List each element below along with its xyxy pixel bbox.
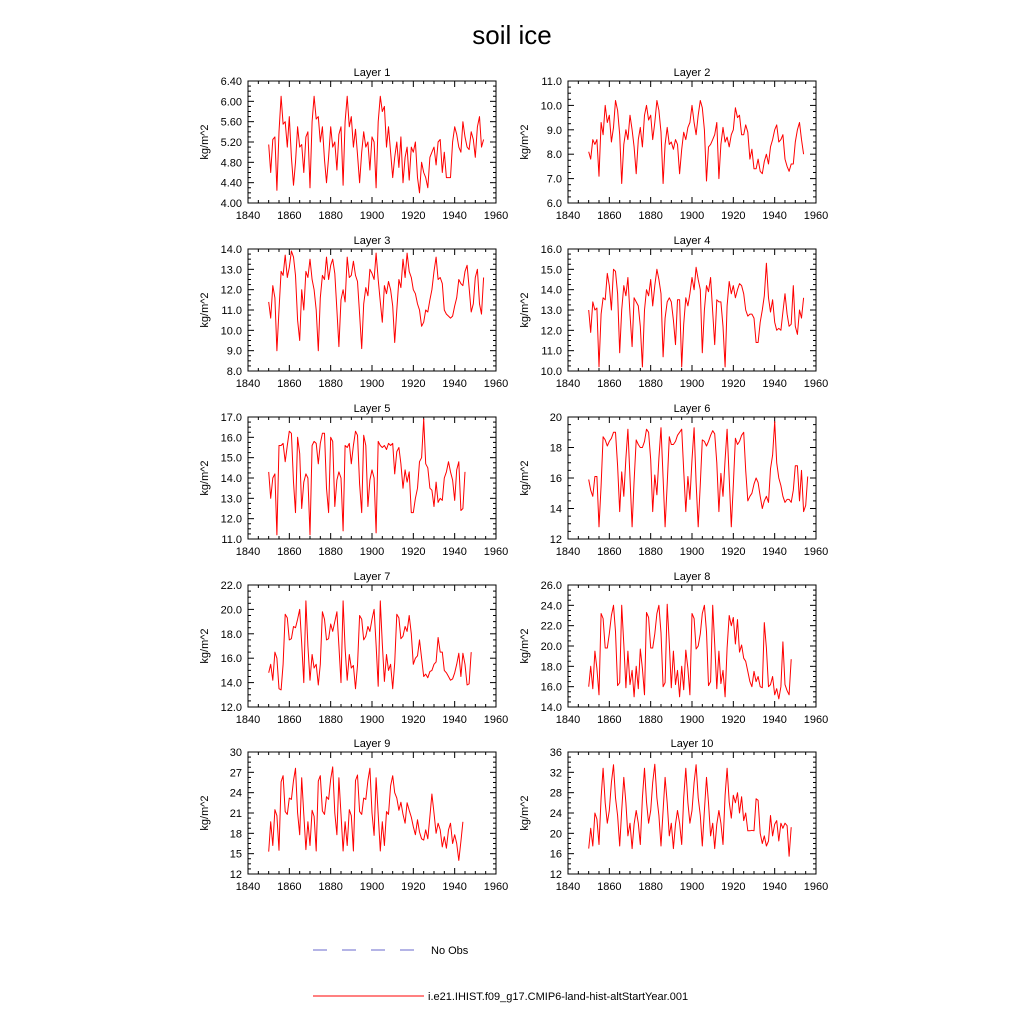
- panel-layer-9: [199, 738, 508, 893]
- layer-2-xtick-label: 1900: [679, 210, 705, 222]
- panel-layer-10: [519, 738, 828, 893]
- layer-2-ytick-label: 11.0: [541, 76, 562, 88]
- layer-10-xtick-label: 1860: [597, 881, 622, 893]
- layer-2-xtick-label: 1920: [721, 210, 746, 222]
- layer-7-ytick-label: 16.0: [220, 653, 242, 666]
- layer-3-xtick-label: 1880: [318, 378, 343, 390]
- layer-8-xtick-label: 1940: [762, 714, 787, 726]
- layer-7-xtick-label: 1900: [359, 714, 385, 726]
- layer-3-xtick-label: 1860: [277, 378, 302, 390]
- panels: [199, 67, 828, 893]
- layer-7-series-line: [269, 601, 472, 690]
- layer-5-ytick-label: 14.0: [220, 473, 242, 485]
- chart-title: soil ice: [472, 20, 552, 50]
- layer-5-title: Layer 5: [353, 403, 391, 415]
- layer-9-ylabel: kg/m^2: [199, 795, 211, 831]
- layer-1-ytick-label: 4.00: [220, 198, 242, 210]
- layer-2-ylabel: kg/m^2: [519, 124, 531, 160]
- layer-1-xtick-label: 1840: [235, 210, 261, 222]
- layer-5-ytick-label: 16.0: [220, 432, 242, 445]
- layer-1-xtick-label: 1860: [277, 210, 302, 222]
- layer-9-xtick-label: 1920: [401, 881, 426, 893]
- layer-3-xtick-label: 1900: [359, 378, 385, 390]
- layer-4-xtick-label: 1900: [679, 378, 705, 390]
- layer-4-ytick-label: 12.0: [540, 325, 562, 338]
- layer-5-xtick-label: 1840: [235, 546, 261, 558]
- layer-3-ytick-label: 8.0: [226, 366, 242, 378]
- layer-5-xtick-label: 1860: [277, 546, 302, 558]
- layer-6-xtick-label: 1860: [597, 546, 622, 558]
- layer-8-ytick-label: 20.0: [540, 641, 562, 653]
- layer-4-ytick-label: 14.0: [540, 284, 562, 297]
- layer-7-xtick-label: 1940: [442, 714, 467, 726]
- layer-4-xtick-label: 1920: [721, 378, 746, 390]
- layer-10-ytick-label: 36: [549, 747, 562, 759]
- layer-10-ytick-label: 28: [549, 787, 562, 800]
- layer-9-xtick-label: 1860: [277, 881, 302, 893]
- layer-2-ytick-label: 6.0: [546, 198, 562, 210]
- layer-1-ytick-label: 6.00: [220, 96, 242, 109]
- layer-10-ytick-label: 24: [549, 808, 562, 820]
- layer-3-ytick-label: 10.0: [220, 325, 242, 338]
- layer-8-title: Layer 8: [673, 571, 711, 583]
- layer-4-xtick-label: 1960: [803, 378, 829, 390]
- layer-3-xtick-label: 1960: [483, 378, 509, 390]
- layer-8-ytick-label: 18.0: [540, 661, 562, 674]
- layer-8-ytick-label: 22.0: [540, 620, 562, 633]
- layer-7-xtick-label: 1920: [401, 714, 426, 726]
- layer-3-ytick-label: 11.0: [221, 305, 242, 317]
- layer-9-ytick-label: 12: [229, 869, 242, 881]
- panel-layer-8: [519, 571, 828, 726]
- layer-2-ytick-label: 9.0: [546, 124, 562, 137]
- layer-9-ytick-label: 15: [229, 848, 242, 861]
- layer-8-xtick-label: 1920: [721, 714, 746, 726]
- layer-9-ytick-label: 24: [229, 787, 242, 800]
- layer-10-title: Layer 10: [670, 738, 714, 750]
- layer-8-xtick-label: 1900: [679, 714, 705, 726]
- layer-3-series-line: [269, 251, 484, 351]
- layer-8-xtick-label: 1960: [803, 714, 829, 726]
- layer-10-ytick-label: 20: [549, 828, 562, 841]
- layer-5-ytick-label: 11.0: [221, 534, 242, 546]
- layer-3-ylabel: kg/m^2: [199, 292, 211, 328]
- layer-2-ytick-label: 10.0: [540, 100, 562, 113]
- layer-10-xtick-label: 1920: [721, 881, 746, 893]
- layer-5-ylabel: kg/m^2: [199, 460, 211, 496]
- layer-5-ytick-label: 12.0: [220, 513, 242, 526]
- layer-7-ytick-label: 18.0: [220, 628, 242, 641]
- layer-5-ytick-label: 13.0: [220, 493, 242, 506]
- layer-8-xtick-label: 1840: [555, 714, 581, 726]
- layer-4-ytick-label: 10.0: [540, 366, 562, 378]
- layer-9-xtick-label: 1840: [235, 881, 261, 893]
- layer-7-xtick-label: 1840: [235, 714, 261, 726]
- layer-9-xtick-label: 1880: [318, 881, 343, 893]
- layer-10-xtick-label: 1880: [638, 881, 663, 893]
- layer-2-xtick-label: 1840: [555, 210, 581, 222]
- layer-5-xtick-label: 1900: [359, 546, 385, 558]
- layer-2-xtick-label: 1960: [803, 210, 829, 222]
- layer-6-xtick-label: 1880: [638, 546, 663, 558]
- layer-6-ytick-label: 20: [549, 412, 562, 424]
- layer-1-xtick-label: 1940: [442, 210, 467, 222]
- layer-2-ytick-label: 7.0: [546, 173, 562, 186]
- layer-9-ytick-label: 21: [229, 808, 242, 820]
- layer-1-xtick-label: 1900: [359, 210, 385, 222]
- layer-5-xtick-label: 1880: [318, 546, 343, 558]
- layer-10-xtick-label: 1840: [555, 881, 581, 893]
- legend-label-no-obs: No Obs: [431, 945, 469, 957]
- layer-6-xtick-label: 1900: [679, 546, 705, 558]
- layer-3-ytick-label: 13.0: [220, 264, 242, 277]
- layer-10-ylabel: kg/m^2: [519, 795, 531, 831]
- panel-layer-7: [199, 571, 508, 726]
- legend-label-model: i.e21.IHIST.f09_g17.CMIP6-land-hist-altStartYear.001: [428, 991, 689, 1003]
- layer-7-title: Layer 7: [353, 571, 391, 583]
- layer-10-xtick-label: 1940: [762, 881, 787, 893]
- layer-3-xtick-label: 1920: [401, 378, 426, 390]
- layer-10-xtick-label: 1900: [679, 881, 705, 893]
- layer-7-ylabel: kg/m^2: [199, 628, 211, 664]
- layer-6-xtick-label: 1920: [721, 546, 746, 558]
- layer-2-xtick-label: 1880: [638, 210, 663, 222]
- layer-7-xtick-label: 1880: [318, 714, 343, 726]
- layer-6-ylabel: kg/m^2: [519, 460, 531, 496]
- layer-5-series-line: [269, 419, 465, 535]
- layer-4-ytick-label: 16.0: [540, 244, 562, 256]
- layer-8-series-line: [589, 604, 792, 699]
- layer-7-ytick-label: 12.0: [220, 702, 242, 714]
- layer-8-xtick-label: 1860: [597, 714, 622, 726]
- layer-4-xtick-label: 1940: [762, 378, 787, 390]
- layer-7-xtick-label: 1960: [483, 714, 509, 726]
- layer-3-title: Layer 3: [353, 235, 391, 247]
- layer-1-ytick-label: 5.60: [220, 116, 242, 129]
- layer-6-title: Layer 6: [673, 403, 711, 415]
- layer-9-ytick-label: 30: [229, 747, 242, 759]
- layer-8-ytick-label: 14.0: [540, 702, 562, 714]
- layer-4-ytick-label: 13.0: [540, 305, 562, 317]
- layer-2-xtick-label: 1940: [762, 210, 787, 222]
- layer-4-xtick-label: 1860: [597, 378, 622, 390]
- layer-1-series-line: [269, 96, 484, 193]
- layer-3-xtick-label: 1840: [235, 378, 261, 390]
- layer-1-ytick-label: 6.40: [220, 76, 242, 88]
- layer-3-ytick-label: 9.0: [226, 345, 242, 358]
- panel-layer-6: [519, 403, 828, 558]
- layer-4-xtick-label: 1880: [638, 378, 663, 390]
- layer-7-ytick-label: 20.0: [220, 604, 242, 617]
- layer-6-xtick-label: 1840: [555, 546, 581, 558]
- layer-5-ytick-label: 15.0: [220, 452, 242, 465]
- layer-1-ylabel: kg/m^2: [199, 124, 211, 160]
- layer-6-xtick-label: 1940: [762, 546, 787, 558]
- layer-10-ytick-label: 16: [549, 848, 562, 861]
- layer-9-ytick-label: 18: [229, 828, 242, 841]
- layer-7-xtick-label: 1860: [277, 714, 302, 726]
- layer-4-ytick-label: 15.0: [540, 264, 562, 277]
- layer-1-xtick-label: 1960: [483, 210, 509, 222]
- layer-1-xtick-label: 1880: [318, 210, 343, 222]
- layer-6-ytick-label: 18: [549, 442, 562, 455]
- layer-4-xtick-label: 1840: [555, 378, 581, 390]
- layer-1-xtick-label: 1920: [401, 210, 426, 222]
- layer-8-ytick-label: 16.0: [540, 681, 562, 694]
- layer-9-series-line: [269, 767, 463, 861]
- layer-9-xtick-label: 1960: [483, 881, 509, 893]
- layer-2-ytick-label: 8.0: [546, 149, 562, 162]
- layer-4-frame: [568, 249, 816, 371]
- layer-3-frame: [248, 249, 496, 371]
- layer-4-ytick-label: 11.0: [541, 345, 562, 358]
- layer-7-frame: [248, 585, 496, 707]
- layer-1-title: Layer 1: [353, 67, 391, 79]
- layer-6-series-line: [589, 422, 808, 527]
- layer-2-series-line: [589, 101, 804, 184]
- layer-8-ylabel: kg/m^2: [519, 628, 531, 664]
- layer-5-xtick-label: 1940: [442, 546, 467, 558]
- layer-3-ytick-label: 12.0: [220, 284, 242, 297]
- layer-10-xtick-label: 1960: [803, 881, 829, 893]
- layer-4-series-line: [589, 263, 804, 367]
- layer-5-frame: [248, 417, 496, 539]
- layer-9-ytick-label: 27: [229, 767, 242, 780]
- layer-5-xtick-label: 1960: [483, 546, 509, 558]
- layer-7-ytick-label: 22.0: [220, 580, 242, 592]
- layer-10-ytick-label: 12: [549, 869, 562, 881]
- layer-1-ytick-label: 4.80: [220, 157, 242, 170]
- layer-2-xtick-label: 1860: [597, 210, 622, 222]
- layer-5-ytick-label: 17.0: [220, 412, 242, 424]
- layer-9-xtick-label: 1900: [359, 881, 385, 893]
- layer-7-ytick-label: 14.0: [220, 677, 242, 690]
- layer-3-xtick-label: 1940: [442, 378, 467, 390]
- layer-6-xtick-label: 1960: [803, 546, 829, 558]
- layer-1-ytick-label: 4.40: [220, 177, 242, 190]
- panel-layer-2: [519, 67, 828, 222]
- layer-4-title: Layer 4: [673, 235, 711, 247]
- layer-10-series-line: [589, 764, 792, 856]
- panel-layer-1: [199, 67, 508, 222]
- layer-5-xtick-label: 1920: [401, 546, 426, 558]
- layer-6-ytick-label: 14: [549, 503, 562, 516]
- layer-3-ytick-label: 14.0: [220, 244, 242, 256]
- layer-10-ytick-label: 32: [549, 767, 562, 780]
- layer-6-ytick-label: 12: [549, 534, 562, 546]
- layer-8-xtick-label: 1880: [638, 714, 663, 726]
- panel-layer-3: [199, 235, 508, 390]
- layer-4-ylabel: kg/m^2: [519, 292, 531, 328]
- layer-1-ytick-label: 5.20: [220, 137, 242, 149]
- layer-9-xtick-label: 1940: [442, 881, 467, 893]
- layer-8-ytick-label: 24.0: [540, 600, 562, 613]
- layer-9-title: Layer 9: [353, 738, 391, 750]
- layer-2-title: Layer 2: [673, 67, 711, 79]
- layer-6-ytick-label: 16: [549, 473, 562, 485]
- panel-layer-5: [199, 403, 508, 558]
- panel-layer-4: [519, 235, 828, 390]
- layer-8-ytick-label: 26.0: [540, 580, 562, 592]
- legend: [313, 945, 688, 1003]
